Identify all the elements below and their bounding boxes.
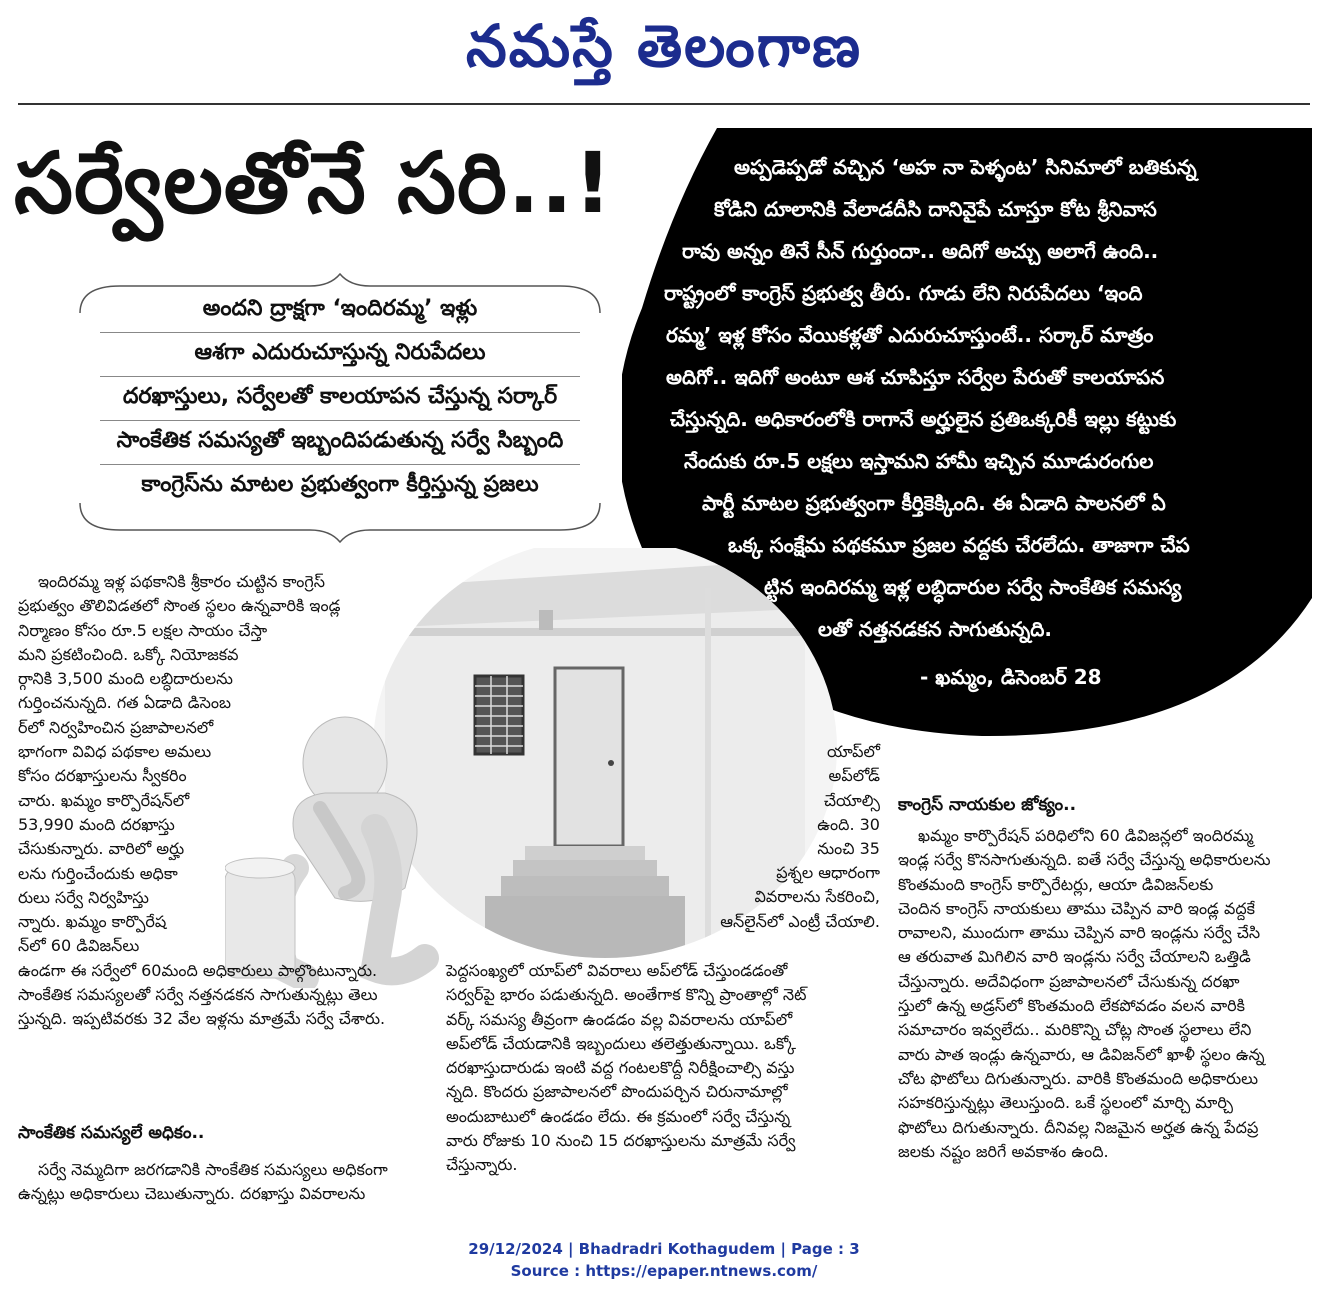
intro-line: పార్టీ మాటల ప్రభుత్వంగా కీర్తికెక్కింది. ఈ ఏడాది పాలనలో ఏ [702,491,1166,515]
highlight-item: కాంగ్రెస్‌ను మాటల ప్రభుత్వంగా కీర్తిస్తున్న ప్రజలు [141,472,539,497]
text-line: చేస్తున్నారు. అదేవిధంగా ప్రజాపాలనలో చేసుకున్న దరఖా [898,971,1240,991]
highlight-divider [100,332,580,333]
intro-line: నేందుకు రూ.5 లక్షలు ఇస్తామని హామీ ఇచ్చిన మూడురంగుల [684,449,1154,473]
text-line: సర్వే నెమ్మదిగా జరగడానికి సాంకేతిక సమస్యలు అధికంగా [38,1160,388,1179]
highlight-divider [100,464,580,465]
text-line: ఉన్నట్లు అధికారులు చెబుతున్నారు. దరఖాస్తు వివరాలను [18,1184,366,1204]
text-line: సమాచారం ఇవ్వలేదు.. మరికొన్ని చోట్ల సొంత స్థలాలు లేని [898,1020,1252,1040]
text-line: స్తులో ఉన్న అడ్రస్‌లో కొంతమంది లేకపోవడం వలన వారికి [898,996,1245,1016]
highlight-divider [100,376,580,377]
text-line: 53,990 మంది దరఖాస్తు [18,814,175,834]
text-line: చెందిన కాంగ్రెస్‌ నాయకులు తాము చెప్పిన వారి ఇండ్ల వద్దకే [898,898,1256,918]
text-line: ప్రశ్నల ఆధారంగా [776,863,880,882]
dateline: - ఖమ్మం, డిసెంబర్‌ 28 [920,665,1102,689]
text-line: ఉండగా ఈ సర్వేలో 60మంది అధికారులు పాల్గొంటున్నారు. [18,960,378,980]
intro-line: చేస్తున్నది. అధికారంలోకి రాగానే అర్హులైన ప్రతిఒక్కరికీ ఇల్లు కట్టుకు [670,407,1177,431]
page-footer [0,1238,1328,1282]
text-line: ర్‌లో నిర్వహించిన ప్రజాపాలనలో [18,717,214,737]
highlight-item: అందని ద్రాక్షగా ‘ఇందిరమ్మ’ ఇళ్లు [202,296,478,321]
text-line: ఉంది. 30 [817,814,880,834]
text-line: చోట ఫొటోలు దిగుతున్నారు. వారికి కొంతమంది అధికారులు [898,1068,1259,1088]
text-line: న్నది. కొందరు ప్రజాపాలనలో పొందుపర్చిన చిరునామాల్లో [446,1082,788,1102]
intro-line: అదిగో.. ఇదిగో అంటూ ఆశ చూపిస్తూ సర్వేల పేరుతో కాలయాపన [666,365,1165,389]
text-line: లను గుర్తించేందుకు అధికా [18,863,178,883]
text-line: వివరాలను సేకరించి, [754,887,880,907]
text-line: నిర్మాణం కోసం రూ.5 లక్షల సాయం చేస్తా [18,620,268,640]
intro-line: ఒక్క సంక్షేమ పథకమూ ప్రజల వద్దకు చేరలేదు. తాజాగా చేప [728,533,1190,557]
text-line: సర్వర్‌పై భారం పడుతున్నది. అంతేగాక కొన్ని ప్రాంతాల్లో నెట్‌ [446,985,807,1005]
text-line: చేస్తున్నారు. [446,1155,518,1175]
text-line: అప్‌లోడ్‌ చేయడానికి ఇబ్బందులు తలెత్తుతున్నాయి. ఒక్కో [446,1033,796,1053]
subhead-technical-issues: సాంకేతిక సమస్యలే అధికం.. [18,1123,205,1143]
text-line: కొంతమంది కాంగ్రెస్‌ కార్పొరేటర్లు, ఆయా డివిజన్‌లకు [898,874,1214,894]
masthead-divider [18,103,1310,105]
text-line: అప్‌లోడ్‌ [828,766,880,786]
text-line: సాంకేతిక సమస్యలతో సర్వే నత్తనడకన సాగుతున్నట్లు తెలు [18,985,378,1005]
text-line: అందుబాటులో ఉండడం లేదు. ఈ క్రమంలో సర్వే చేస్తున్న [446,1106,791,1126]
text-line: గుర్తించనున్నది. గత ఏడాది డిసెంబ [18,693,231,713]
article-headline: సర్వేలతోనే సరి..! [14,134,613,232]
footer-date-edition: 29/12/2024 | Bhadradri Kothagudem | Page : 3 [468,1240,860,1258]
text-line: చేయాల్సి [823,790,880,810]
text-line: వారు రోజుకు 10 నుంచి 15 దరఖాస్తులను మాత్రమే సర్వే [446,1131,796,1151]
intro-line: రమ్మ’ ఇళ్ల కోసం వేయికళ్లతో ఎదురుచూస్తుంటే.. సర్కార్‌ మాత్రం [666,323,1154,347]
text-line: పెద్దసంఖ్యలో యాప్‌లో వివరాలు అప్‌లోడ్‌ చేస్తుండడంతో [446,961,788,980]
text-line: రావాలని, ముందుగా తాము చెప్పిన వారి ఇండ్లను సర్వే చేసి [898,923,1261,943]
text-line: సహకరిస్తున్నట్లు తెలుస్తుంది. ఒకే స్థలంలో మార్చి మార్చి [898,1093,1234,1113]
intro-line: రావు అన్నం తినే సీన్‌ గుర్తుందా.. అదిగో అచ్చు అలాగే ఉంది.. [682,239,1159,263]
text-line: ప్రభుత్వం తొలివిడతలో సొంత స్థలం ఉన్నవారికి ఇండ్ల [18,596,341,616]
text-line: ఇందిరమ్మ ఇళ్ల పథకానికి శ్రీకారం చుట్టిన కాంగ్రెస్‌ [38,572,325,591]
highlight-item: సాంకేతిక సమస్యతో ఇబ్బందిపడుతున్న సర్వే సిబ్బంది [116,428,564,453]
intro-line: రాష్ట్రంలో కాంగ్రెస్‌ ప్రభుత్వ తీరు. గూడు లేని నిరుపేదలు ‘ఇంది [664,281,1143,305]
highlights-box [60,268,620,548]
text-line: చారు. ఖమ్మం కార్పొరేషన్‌లో [18,790,190,810]
intro-line: లతో నత్తనడకన సాగుతున్నది. [818,617,1052,641]
text-line: ఆన్‌లైన్‌లో ఎంట్రీ చేయాలి. [720,911,880,931]
text-line: వర్క్‌ సమస్య తీవ్రంగా ఉండడం వల్ల వివరాలను యాప్‌లో [446,1009,793,1029]
text-line: ర్గానికి 3,500 మంది లబ్ధిదారులను [18,669,233,689]
text-line: న్‌లో 60 డివిజన్‌లు [18,936,140,956]
intro-line: అప్పడెప్పడో వచ్చిన ‘అహ నా పెళ్ళంట’ సినిమాలో బతికున్న [734,155,1197,179]
text-line: స్తున్నది. ఇప్పటివరకు 32 వేల ఇళ్లను మాత్రమే సర్వే చేశారు. [18,1009,386,1029]
column-2-top-text [720,740,880,861]
text-line: యాప్‌లో [826,742,880,761]
text-line: వారు పాత ఇండ్లు ఉన్నవారు, ఆ డివిజన్‌లో ఖాళీ స్థలం ఉన్న [898,1044,1265,1064]
column-2-mid-text [600,861,880,934]
subhead-congress-interference: కాంగ్రెస్‌ నాయకుల జోక్యం.. [898,795,1077,815]
column-3-text [898,824,1314,1164]
highlight-item: ఆశగా ఎదురుచూస్తున్న నిరుపేదలు [194,340,486,365]
footer-source-link[interactable]: Source : https://epaper.ntnews.com/ [510,1262,818,1280]
text-line: న్నారు. ఖమ్మం కార్పొరేష [18,912,167,932]
text-line: జలకు నష్టం జరిగే అవకాశం ఉంది. [898,1141,1109,1161]
text-line: భాగంగా వివిధ పథకాల అమలు [18,742,212,762]
masthead-logo: నమస్తే తెలంగాణ [466,12,862,80]
highlight-item: దరఖాస్తులు, సర్వేలతో కాలయాపన చేస్తున్న సర్కార్ [122,384,558,409]
text-line: దరఖాస్తుదారుడు ఇంటి వద్ద గంటలకొద్దీ నిరీక్షించాల్సి వస్తు [446,1058,795,1078]
text-line: రులు సర్వే నిర్వహిస్తు [18,887,149,907]
text-line: ఖమ్మం కార్పొరేషన్‌ పరిధిలోని 60 డివిజన్లలో ఇందిరమ్మ [918,826,1254,845]
column-1-text-b [18,1158,434,1207]
text-line: ఫొటోలు దిగుతున్నారు. దీనివల్ల నిజమైన అర్హత ఉన్న పేదప్ర [898,1117,1259,1137]
text-line: ఆ తరువాత మిగిలిన వారి ఇండ్లను సర్వే చేయాలని ఒత్తిడి [898,947,1251,967]
text-line: నుంచి 35 [817,839,880,859]
text-line: చేసుకున్నారు. వారిలో అర్హు [18,839,185,859]
intro-line: ట్టిన ఇందిరమ్మ ఇళ్ల లబ్ధిదారుల సర్వే సాంకేతిక సమస్య [764,575,1182,599]
text-line: ఇండ్ల సర్వే కొనసాగుతున్నది. ఐతే సర్వే చేస్తున్న అధికారులను [898,850,1271,870]
intro-line: కోడిని దూలానికి వేలాడదీసి దానివైపే చూస్తూ కోట శ్రీనివాస [714,197,1157,221]
column-1-text [18,570,434,1032]
column-2-text [446,959,882,1178]
text-line: మని ప్రకటించింది. ఒక్కో నియోజకవ [18,644,239,664]
text-line: కోసం దరఖాస్తులను స్వీకరిం [18,766,187,786]
highlight-divider [100,420,580,421]
